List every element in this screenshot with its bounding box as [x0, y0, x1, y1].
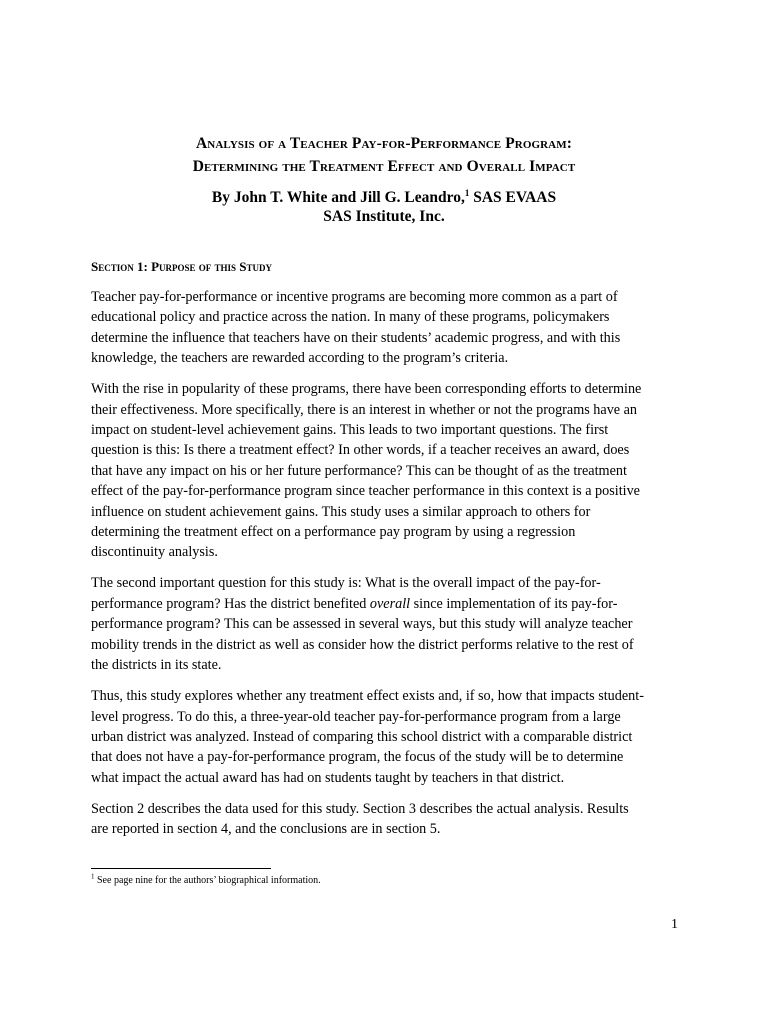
text-line: educational policy and practice across the nation. In many of these programs, policymakers	[91, 309, 610, 326]
author-byline	[0, 188, 768, 208]
author-affiliation: SAS Institute, Inc.	[323, 208, 445, 225]
page-number: 1	[671, 917, 678, 932]
text-line: Section 2 describes the data used for this study. Section 3 describes the actual analysis. Results	[91, 800, 629, 817]
section-heading: Section 1: Purpose of this Study	[91, 259, 273, 274]
body-text	[91, 287, 676, 850]
text-line	[91, 594, 676, 614]
text-line: impact on student-level achievement gains. This leads to two important questions. The first	[91, 422, 609, 439]
paragraph-5	[91, 799, 676, 840]
text-line: The second important question for this study is: What is the overall impact of the pay-for-	[91, 575, 601, 592]
footnote-text: See page nine for the authors’ biographical information.	[94, 875, 321, 886]
text-line: urban district was analyzed. Instead of comparing this school district with a comparable district	[91, 728, 633, 745]
text-line: the districts in its state.	[91, 657, 222, 674]
text-line: Thus, this study explores whether any treatment effect exists and, if so, how that impacts student-	[91, 688, 644, 705]
paragraph-2	[91, 379, 676, 563]
footnote-divider	[91, 868, 271, 869]
text-run: since implementation of its pay-for-	[410, 595, 618, 612]
text-line: that does not have a pay-for-performance program, the focus of the study will be to determine	[91, 749, 624, 766]
text-line: knowledge, the teachers are rewarded according to the program’s criteria.	[91, 350, 509, 367]
text-line: are reported in section 4, and the conclusions are in section 5.	[91, 821, 441, 838]
text-line: performance program? This can be assessed in several ways, but this study will analyze teacher	[91, 616, 633, 633]
footnote	[91, 874, 321, 888]
author-footnote-mark: 1	[464, 187, 470, 198]
paragraph-1	[91, 287, 676, 369]
text-line: level progress. To do this, a three-year-old teacher pay-for-performance program from a large	[91, 708, 621, 725]
emphasis-overall: overall	[369, 595, 411, 612]
text-line: Teacher pay-for-performance or incentive programs are becoming more common as a part of	[91, 289, 618, 305]
text-line: that have any impact on his or her future performance? This can be thought of as the treatment	[91, 462, 627, 479]
paper-title-line-2: Determining the Treatment Effect and Overall Impact	[192, 158, 576, 175]
text-line: influence on student achievement gains. This study uses a similar approach to others for	[91, 503, 591, 520]
text-line: mobility trends in the district as well as consider how the district performs relative to the rest of	[91, 636, 634, 653]
footnote-mark: 1	[91, 872, 95, 881]
text-run: performance program? Has the district benefited	[91, 595, 370, 612]
text-line: determining the treatment effect on a performance pay program by using a regression	[91, 524, 576, 541]
paragraph-4	[91, 686, 676, 788]
text-line: what impact the actual award has had on students taught by teachers in that district.	[91, 769, 565, 786]
paragraph-3	[91, 573, 676, 675]
text-line: determine the influence that teachers have on their students’ academic progress, and with this	[91, 329, 621, 346]
text-line: discontinuity analysis.	[91, 544, 218, 561]
text-line: effect of the pay-for-performance program since teacher performance in this context is a positive	[91, 483, 640, 500]
author-organization: SAS EVAAS	[469, 189, 557, 206]
author-names: By John T. White and Jill G. Leandro,	[211, 189, 465, 206]
paper-title-line-1: Analysis of a Teacher Pay-for-Performance Program:	[196, 135, 572, 152]
text-line: With the rise in popularity of these programs, there have been corresponding efforts to determine	[91, 381, 642, 398]
text-line: their effectiveness. More specifically, there is an interest in whether or not the programs have an	[91, 401, 638, 418]
text-line: question is this: Is there a treatment effect? In other words, if a teacher receives an award, does	[91, 442, 630, 459]
